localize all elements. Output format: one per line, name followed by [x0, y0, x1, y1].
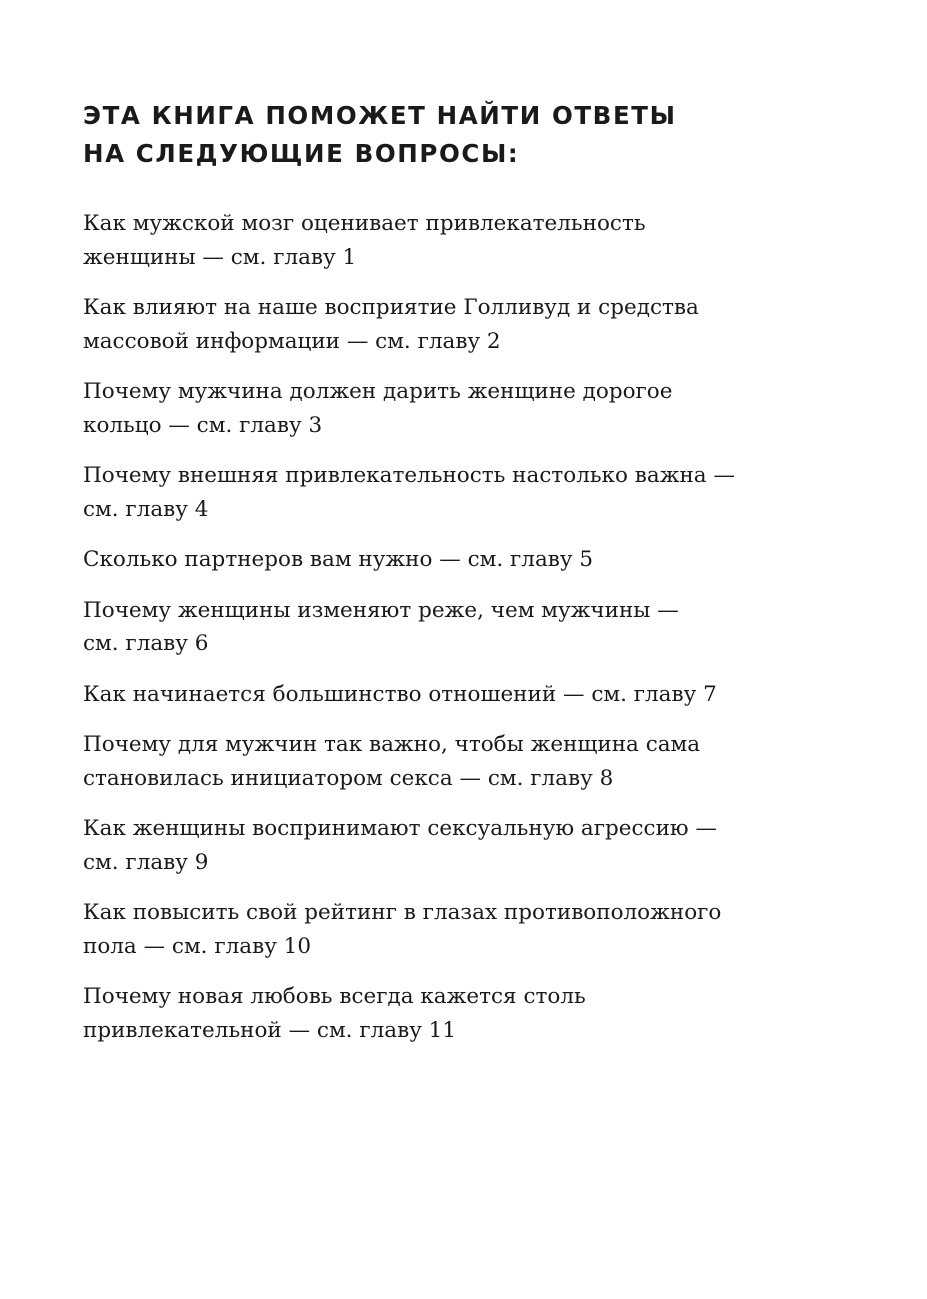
- question-item: [83, 728, 783, 795]
- question-item: [83, 459, 783, 526]
- question-item: [83, 812, 783, 879]
- question-line: Почему мужчина должен дарить женщине дорогое: [83, 379, 673, 404]
- page-heading: [83, 97, 783, 173]
- question-line: кольцо — см. главу 3: [83, 412, 323, 438]
- question-item: [83, 207, 783, 274]
- questions-list: [83, 207, 783, 1064]
- question-line: см. главу 9: [83, 849, 209, 875]
- question-line: Почему внешняя привлекательность настолько важна —: [83, 463, 735, 488]
- question-item: [83, 594, 783, 661]
- question-item: [83, 896, 783, 963]
- question-line: Как влияют на наше восприятие Голливуд и средства: [83, 295, 699, 320]
- question-line: Почему женщины изменяют реже, чем мужчины —: [83, 597, 679, 623]
- question-line: становилась инициатором секса — см. главу 8: [83, 765, 614, 791]
- question-line: Почему для мужчин так важно, чтобы женщина сама: [83, 732, 701, 757]
- question-line: Как начинается большинство отношений — см. главу 7: [83, 681, 717, 707]
- question-item: [83, 678, 783, 712]
- question-line: Как женщины воспринимают сексуальную агрессию —: [83, 816, 717, 841]
- question-item: [83, 980, 783, 1047]
- heading-line-1: ЭТА КНИГА ПОМОЖЕТ НАЙТИ ОТВЕТЫ: [83, 101, 677, 130]
- question-line: Сколько партнеров вам нужно — см. главу 5: [83, 547, 594, 572]
- question-item: [83, 291, 783, 358]
- heading-line-2: НА СЛЕДУЮЩИЕ ВОПРОСЫ:: [83, 139, 520, 168]
- question-item: [83, 543, 783, 577]
- question-line: массовой информации — см. главу 2: [83, 328, 501, 354]
- question-line: см. главу 6: [83, 631, 209, 656]
- question-line: Почему новая любовь всегда кажется столь: [83, 984, 586, 1009]
- question-line: Как мужской мозг оценивает привлекательность: [83, 211, 646, 236]
- question-line: пола — см. главу 10: [83, 933, 312, 959]
- question-line: Как повысить свой рейтинг в глазах противоположного: [83, 900, 722, 925]
- question-line: привлекательной — см. главу 11: [83, 1017, 457, 1043]
- question-line: см. главу 4: [83, 496, 209, 522]
- question-item: [83, 375, 783, 442]
- question-line: женщины — см. главу 1: [83, 244, 357, 270]
